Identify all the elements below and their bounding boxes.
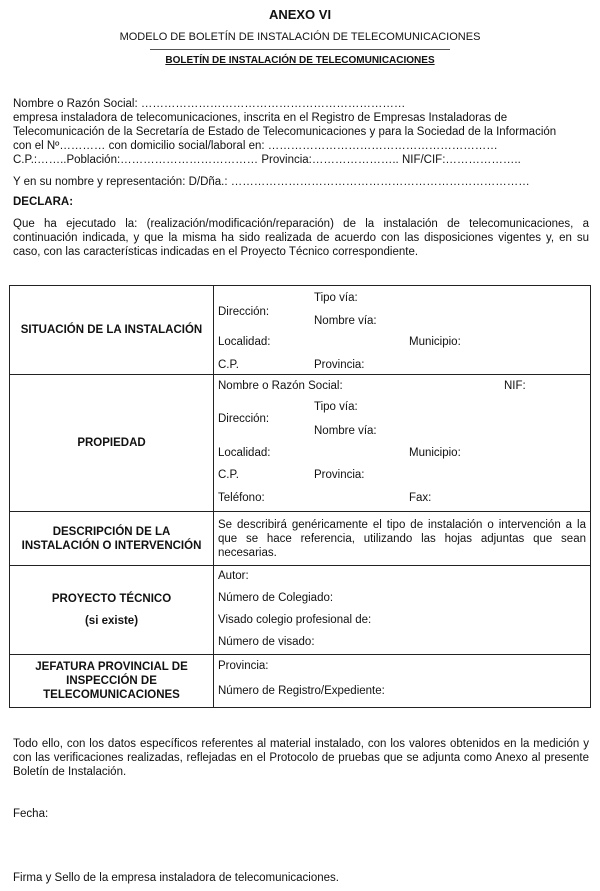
form-title: BOLETÍN DE INSTALACIÓN DE TELECOMUNICACIONES: [165, 55, 435, 66]
registration-line: con el Nº………… con domicilio social/laboral en: ……………………………………………………: [13, 140, 498, 152]
model-title: MODELO DE BOLETÍN DE INSTALACIÓN DE TELECOMUNICACIONES: [119, 31, 481, 43]
situacion-label: SITUACIÓN DE LA INSTALACIÓN: [10, 286, 214, 375]
propiedad-label: PROPIEDAD: [10, 375, 214, 512]
company-name-line: Nombre o Razón Social: ……………………………………………………………: [13, 98, 406, 110]
propiedad-fields: [214, 375, 591, 512]
municipio-label: Municipio:: [409, 447, 461, 459]
address-line: C.P.:……..Población:……………………………… Provincia:………………….. NIF/CIF:………………..: [13, 154, 521, 166]
descripcion-label-line-2: INSTALACIÓN O INTERVENCIÓN: [21, 539, 202, 552]
autor-label: Autor:: [218, 570, 249, 582]
proyecto-label-sub: (si existe): [84, 615, 139, 627]
nombre-via-label: Nombre vía:: [314, 315, 377, 327]
closing-text: Todo ello, con los datos específicos referentes al material instalado, con los valores obtenidos en la medición y con las verificaciones realizadas, reflejadas en el Protocolo de pruebas que se adjunta como Anexo al presente Boletín de Instalación.: [13, 738, 589, 778]
row-situacion: [10, 286, 591, 375]
declara-heading: DECLARA:: [13, 196, 74, 208]
situacion-fields: [214, 286, 591, 375]
nombre-razon-label: Nombre o Razón Social:: [218, 380, 343, 392]
colegiado-label: Número de Colegiado:: [218, 592, 334, 604]
numero-visado-label: Número de visado:: [218, 636, 315, 648]
declara-text: Que ha ejecutado la: (realización/modificación/reparación) de la instalación de telecomunicaciones, a continuación indicada, y que la misma ha sido realizada de acuerdo con las disposiciones vigentes y, en su caso, con las características indicadas en el Proyecto Técnico correspondiente.: [13, 218, 589, 258]
telefono-label: Teléfono:: [218, 492, 265, 504]
row-descripcion: [10, 512, 591, 566]
visado-colegio-label: Visado colegio profesional de:: [218, 614, 372, 626]
jefatura-label: [10, 655, 214, 708]
representative-line: Y en su nombre y representación: D/Dña.: ……………………………………………………………………: [13, 176, 530, 188]
intro-line-2: empresa instaladora de telecomunicaciones, inscrita en el Registro de Empresas Instaladoras de: [13, 112, 508, 124]
proyecto-label-title: PROYECTO TÉCNICO: [51, 593, 172, 605]
row-jefatura: [10, 655, 591, 708]
direccion-label: Dirección:: [218, 306, 270, 318]
descripcion-fields: [214, 512, 591, 566]
descripcion-label: [10, 512, 214, 566]
cp-label: C.P.: [218, 359, 239, 371]
fax-label: Fax:: [409, 492, 432, 504]
tipo-via-label: Tipo vía:: [314, 401, 358, 413]
intro-line-3: Telecomunicación de la Secretaría de Estado de Telecomunicaciones y para la Sociedad de la Información: [13, 126, 557, 138]
row-proyecto: [10, 566, 591, 655]
title-divider: [150, 49, 450, 50]
proyecto-fields: [214, 566, 591, 655]
tipo-via-label: Tipo vía:: [314, 292, 358, 304]
localidad-label: Localidad:: [218, 447, 271, 459]
provincia-label: Provincia:: [314, 359, 365, 371]
direccion-label: Dirección:: [218, 413, 270, 425]
fecha-label: Fecha:: [13, 808, 49, 820]
nombre-via-label: Nombre vía:: [314, 425, 377, 437]
nif-label: NIF:: [504, 380, 526, 392]
cp-label: C.P.: [218, 469, 239, 481]
annex-title: ANEXO VI: [268, 7, 332, 22]
municipio-label: Municipio:: [409, 336, 461, 348]
provincia-label: Provincia:: [314, 469, 365, 481]
jefatura-fields: [214, 655, 591, 708]
jefatura-label-line-3: TELECOMUNICACIONES: [43, 689, 180, 701]
jefatura-label-line-2: INSPECCIÓN DE: [66, 675, 157, 687]
registro-label: Número de Registro/Expediente:: [218, 685, 385, 697]
localidad-label: Localidad:: [218, 336, 271, 348]
descripcion-text: Se describirá genéricamente el tipo de instalación o intervención a la que se hace referencia, utilizando las hojas adjuntas que sean necesarias.: [218, 518, 586, 559]
jefatura-provincia-label: Provincia:: [218, 660, 269, 672]
proyecto-label: [10, 566, 214, 655]
descripcion-label-line-1: DESCRIPCIÓN DE LA: [52, 525, 171, 538]
jefatura-label-line-1: JEFATURA PROVINCIAL DE: [35, 661, 188, 673]
row-propiedad: [10, 375, 591, 512]
installation-table: [9, 285, 591, 708]
firma-label: Firma y Sello de la empresa instaladora de telecomunicaciones.: [13, 872, 339, 884]
